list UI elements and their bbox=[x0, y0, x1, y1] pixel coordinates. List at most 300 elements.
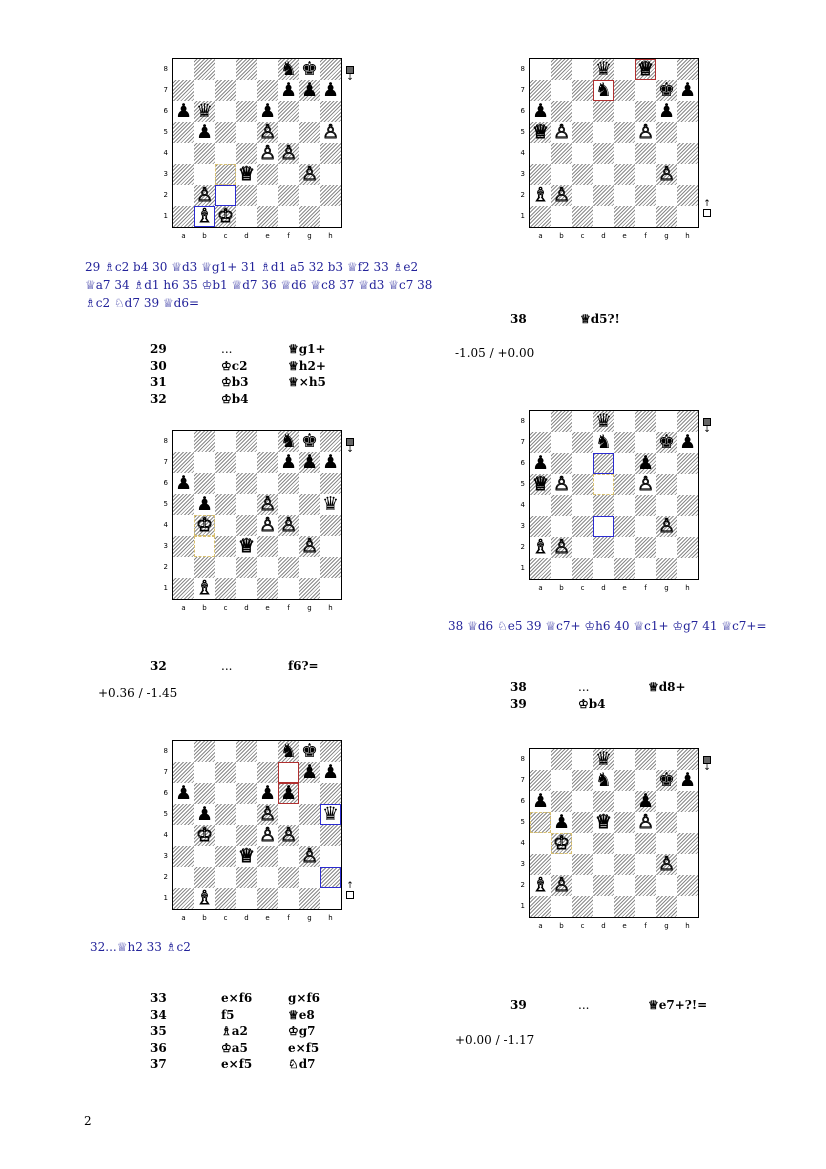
square-d1 bbox=[593, 896, 614, 917]
side-to-move-indicator: ↑ bbox=[703, 200, 711, 217]
square-c6 bbox=[215, 473, 236, 494]
square-d7 bbox=[236, 80, 257, 101]
square-h1 bbox=[677, 558, 698, 579]
rank-label: 3 bbox=[163, 542, 168, 550]
rank-label: 3 bbox=[520, 170, 525, 178]
square-a2 bbox=[173, 867, 194, 888]
file-label: f bbox=[644, 922, 647, 930]
white-pawn-icon: ♙ bbox=[657, 853, 676, 875]
square-b7 bbox=[551, 770, 572, 791]
file-label: d bbox=[601, 584, 606, 592]
rank-label: 4 bbox=[163, 149, 168, 157]
move-row: 36 ♔a5 e×f5 bbox=[150, 1040, 320, 1055]
black-pawn-icon: ♟ bbox=[321, 451, 340, 473]
square-h6 bbox=[320, 783, 341, 804]
square-g5 bbox=[656, 812, 677, 833]
rank-label: 2 bbox=[163, 563, 168, 571]
square-f1 bbox=[635, 558, 656, 579]
side-to-move-indicator: ↓ bbox=[346, 66, 354, 83]
square-a8 bbox=[173, 431, 194, 452]
move-row: 29 ... ♕g1+ bbox=[150, 342, 326, 356]
square-d4 bbox=[593, 143, 614, 164]
square-f3 bbox=[278, 164, 299, 185]
square-h4 bbox=[320, 143, 341, 164]
square-e8 bbox=[614, 59, 635, 80]
square-b4 bbox=[551, 495, 572, 516]
square-h5 bbox=[677, 812, 698, 833]
square-e8 bbox=[257, 59, 278, 80]
white-pawn-icon: ♙ bbox=[279, 514, 298, 536]
square-g1 bbox=[299, 206, 320, 227]
black-knight-icon: ♞ bbox=[279, 58, 298, 80]
file-label: b bbox=[559, 922, 564, 930]
engine-evaluation: +0.00 / -1.17 bbox=[455, 1033, 535, 1047]
square-h3 bbox=[320, 164, 341, 185]
square-e7 bbox=[614, 770, 635, 791]
square-a7 bbox=[530, 770, 551, 791]
square-e6 bbox=[614, 453, 635, 474]
square-h4 bbox=[677, 833, 698, 854]
rank-label: 2 bbox=[520, 543, 525, 551]
file-label: d bbox=[244, 232, 249, 240]
square-b6 bbox=[194, 473, 215, 494]
square-d3 bbox=[593, 854, 614, 875]
square-a3 bbox=[530, 516, 551, 537]
square-h6 bbox=[677, 453, 698, 474]
square-c7 bbox=[215, 762, 236, 783]
square-f5 bbox=[278, 494, 299, 515]
file-label: d bbox=[601, 232, 606, 240]
black-pawn-icon: ♟ bbox=[657, 100, 676, 122]
white-pawn-icon: ♙ bbox=[300, 535, 319, 557]
file-label: c bbox=[223, 604, 228, 612]
square-f5 bbox=[278, 122, 299, 143]
black-pawn-icon: ♟ bbox=[258, 100, 277, 122]
square-c6 bbox=[215, 783, 236, 804]
square-b6 bbox=[194, 783, 215, 804]
square-a4 bbox=[530, 143, 551, 164]
square-f7 bbox=[635, 432, 656, 453]
square-a5 bbox=[173, 122, 194, 143]
square-e1 bbox=[614, 558, 635, 579]
square-c8 bbox=[215, 741, 236, 762]
rank-label: 5 bbox=[163, 500, 168, 508]
white-pawn-icon: ♙ bbox=[657, 163, 676, 185]
square-c4 bbox=[215, 143, 236, 164]
square-a1 bbox=[173, 206, 194, 227]
file-label: c bbox=[223, 232, 228, 240]
rank-label: 3 bbox=[520, 522, 525, 530]
square-e7 bbox=[257, 762, 278, 783]
square-d8 bbox=[236, 431, 257, 452]
square-e4 bbox=[614, 495, 635, 516]
square-e7 bbox=[257, 80, 278, 101]
file-label: h bbox=[685, 584, 690, 592]
white-king-icon: ♔ bbox=[216, 205, 235, 227]
square-d1 bbox=[593, 206, 614, 227]
file-label: h bbox=[328, 914, 333, 922]
square-c4 bbox=[215, 515, 236, 536]
square-h6 bbox=[677, 791, 698, 812]
square-b7 bbox=[194, 80, 215, 101]
square-d5 bbox=[236, 494, 257, 515]
square-h4 bbox=[677, 495, 698, 516]
highlight-d3 bbox=[593, 516, 614, 537]
white-queen-icon: ♕ bbox=[531, 473, 550, 495]
square-b4 bbox=[551, 143, 572, 164]
side-to-move-indicator: ↓ bbox=[703, 418, 711, 435]
square-h1 bbox=[320, 578, 341, 599]
square-a5 bbox=[173, 804, 194, 825]
square-h3 bbox=[677, 164, 698, 185]
rank-label: 1 bbox=[520, 902, 525, 910]
file-label: h bbox=[328, 232, 333, 240]
side-to-move-indicator: ↓ bbox=[346, 438, 354, 455]
file-label: c bbox=[580, 232, 585, 240]
square-c3 bbox=[215, 536, 236, 557]
rank-label: 2 bbox=[163, 191, 168, 199]
file-label: c bbox=[580, 922, 585, 930]
file-label: e bbox=[265, 914, 270, 922]
square-a7 bbox=[173, 452, 194, 473]
square-b3 bbox=[551, 516, 572, 537]
square-c5 bbox=[572, 474, 593, 495]
white-bishop-icon: ♗ bbox=[531, 536, 550, 558]
square-d2 bbox=[593, 537, 614, 558]
square-f2 bbox=[278, 867, 299, 888]
square-h8 bbox=[320, 59, 341, 80]
file-label: g bbox=[664, 584, 669, 592]
square-f1 bbox=[635, 896, 656, 917]
square-d1 bbox=[593, 558, 614, 579]
move-list bbox=[510, 997, 750, 1014]
square-h4 bbox=[677, 143, 698, 164]
rank-label: 5 bbox=[520, 818, 525, 826]
black-pawn-icon: ♟ bbox=[531, 790, 550, 812]
file-label: f bbox=[287, 604, 290, 612]
square-b7 bbox=[194, 762, 215, 783]
square-g4 bbox=[299, 143, 320, 164]
black-pawn-icon: ♟ bbox=[195, 803, 214, 825]
square-h3 bbox=[677, 854, 698, 875]
rank-label: 6 bbox=[520, 797, 525, 805]
square-c8 bbox=[572, 59, 593, 80]
square-a4 bbox=[173, 143, 194, 164]
rank-label: 7 bbox=[520, 776, 525, 784]
variation-text: 38 ♕d6 ♘e5 39 ♕c7+ ♔h6 40 ♕c1+ ♔g7 41 ♕c7+= bbox=[448, 619, 767, 633]
square-h4 bbox=[320, 825, 341, 846]
square-f1 bbox=[278, 206, 299, 227]
square-g5 bbox=[299, 804, 320, 825]
square-e5 bbox=[614, 122, 635, 143]
white-pawn-icon: ♙ bbox=[258, 824, 277, 846]
rank-label: 5 bbox=[520, 128, 525, 136]
square-f3 bbox=[278, 536, 299, 557]
square-h3 bbox=[677, 516, 698, 537]
square-d2 bbox=[593, 185, 614, 206]
square-h1 bbox=[677, 896, 698, 917]
rank-label: 7 bbox=[163, 458, 168, 466]
square-d2 bbox=[236, 185, 257, 206]
square-e8 bbox=[257, 741, 278, 762]
white-pawn-icon: ♙ bbox=[657, 515, 676, 537]
square-e8 bbox=[257, 431, 278, 452]
square-h3 bbox=[320, 536, 341, 557]
rank-label: 3 bbox=[520, 860, 525, 868]
black-queen-icon: ♛ bbox=[321, 493, 340, 515]
square-e2 bbox=[257, 867, 278, 888]
file-label: c bbox=[223, 914, 228, 922]
square-g6 bbox=[656, 453, 677, 474]
square-c5 bbox=[215, 494, 236, 515]
square-a7 bbox=[530, 80, 551, 101]
rank-label: 8 bbox=[520, 417, 525, 425]
square-g6 bbox=[299, 101, 320, 122]
file-label: a bbox=[181, 232, 186, 240]
square-g2 bbox=[299, 185, 320, 206]
square-c8 bbox=[215, 59, 236, 80]
black-king-icon: ♚ bbox=[300, 740, 319, 762]
file-label: c bbox=[580, 584, 585, 592]
square-g8 bbox=[656, 411, 677, 432]
square-h8 bbox=[320, 741, 341, 762]
variation-text: 32...♕h2 33 ♗c2 bbox=[90, 940, 191, 954]
square-c5 bbox=[215, 804, 236, 825]
white-pawn-icon: ♙ bbox=[300, 163, 319, 185]
rank-label: 1 bbox=[163, 212, 168, 220]
white-bishop-icon: ♗ bbox=[195, 205, 214, 227]
square-f2 bbox=[278, 185, 299, 206]
square-b6 bbox=[551, 453, 572, 474]
file-label: f bbox=[644, 584, 647, 592]
white-pawn-icon: ♙ bbox=[195, 184, 214, 206]
square-f2 bbox=[635, 185, 656, 206]
file-label: a bbox=[538, 584, 543, 592]
highlight-c3 bbox=[215, 164, 236, 185]
square-c8 bbox=[572, 411, 593, 432]
square-c6 bbox=[572, 791, 593, 812]
square-g2 bbox=[656, 185, 677, 206]
square-a8 bbox=[173, 741, 194, 762]
square-f1 bbox=[278, 888, 299, 909]
square-e6 bbox=[257, 473, 278, 494]
chessboard bbox=[529, 410, 699, 580]
square-a1 bbox=[173, 578, 194, 599]
white-pawn-icon: ♙ bbox=[552, 473, 571, 495]
white-queen-icon: ♕ bbox=[237, 845, 256, 867]
square-a7 bbox=[173, 80, 194, 101]
square-c3 bbox=[215, 846, 236, 867]
square-c6 bbox=[215, 101, 236, 122]
square-g2 bbox=[656, 875, 677, 896]
black-pawn-icon: ♟ bbox=[531, 100, 550, 122]
square-d4 bbox=[593, 495, 614, 516]
white-queen-icon: ♕ bbox=[531, 121, 550, 143]
square-a1 bbox=[530, 206, 551, 227]
white-pawn-icon: ♙ bbox=[552, 536, 571, 558]
square-d4 bbox=[593, 833, 614, 854]
square-h5 bbox=[677, 122, 698, 143]
white-pawn-icon: ♙ bbox=[258, 493, 277, 515]
square-c2 bbox=[215, 557, 236, 578]
square-g8 bbox=[656, 749, 677, 770]
square-b8 bbox=[194, 431, 215, 452]
white-pawn-icon: ♙ bbox=[258, 142, 277, 164]
rank-label: 4 bbox=[163, 831, 168, 839]
file-label: a bbox=[538, 922, 543, 930]
rank-label: 1 bbox=[520, 212, 525, 220]
square-g5 bbox=[656, 122, 677, 143]
square-d7 bbox=[236, 762, 257, 783]
file-label: e bbox=[622, 232, 627, 240]
square-f4 bbox=[635, 833, 656, 854]
square-d2 bbox=[236, 557, 257, 578]
square-d5 bbox=[236, 122, 257, 143]
square-b8 bbox=[194, 741, 215, 762]
black-knight-icon: ♞ bbox=[594, 431, 613, 453]
square-b4 bbox=[194, 143, 215, 164]
move-row: 32 ... f6?= bbox=[150, 659, 319, 673]
square-d6 bbox=[236, 101, 257, 122]
square-c2 bbox=[572, 537, 593, 558]
square-e7 bbox=[614, 432, 635, 453]
square-a8 bbox=[530, 749, 551, 770]
square-h2 bbox=[320, 185, 341, 206]
square-e3 bbox=[257, 846, 278, 867]
file-label: b bbox=[202, 914, 207, 922]
move-row: 39 ♔b4 bbox=[510, 696, 606, 711]
white-pawn-icon: ♙ bbox=[552, 184, 571, 206]
white-queen-icon: ♕ bbox=[237, 535, 256, 557]
rank-label: 6 bbox=[520, 107, 525, 115]
file-label: b bbox=[202, 232, 207, 240]
move-row: 30 ♔c2 ♕h2+ bbox=[150, 358, 326, 373]
move-list bbox=[150, 658, 390, 675]
square-h2 bbox=[677, 537, 698, 558]
black-pawn-icon: ♟ bbox=[636, 790, 655, 812]
black-queen-icon: ♛ bbox=[594, 410, 613, 432]
rank-label: 2 bbox=[163, 873, 168, 881]
square-c5 bbox=[215, 122, 236, 143]
square-c7 bbox=[572, 770, 593, 791]
rank-label: 7 bbox=[520, 438, 525, 446]
black-queen-icon: ♛ bbox=[195, 100, 214, 122]
square-e8 bbox=[614, 411, 635, 432]
square-g1 bbox=[656, 206, 677, 227]
file-label: g bbox=[664, 232, 669, 240]
black-pawn-icon: ♟ bbox=[279, 451, 298, 473]
black-pawn-icon: ♟ bbox=[195, 121, 214, 143]
square-e1 bbox=[257, 578, 278, 599]
rank-label: 1 bbox=[163, 894, 168, 902]
square-b3 bbox=[551, 164, 572, 185]
rank-label: 7 bbox=[163, 86, 168, 94]
square-a3 bbox=[173, 846, 194, 867]
move-list bbox=[150, 341, 390, 407]
square-g1 bbox=[656, 896, 677, 917]
chessboard bbox=[529, 748, 699, 918]
square-a5 bbox=[173, 494, 194, 515]
variation-text: 29 ♗c2 b4 30 ♕d3 ♕g1+ 31 ♗d1 a5 32 b3 ♕f2 33 ♗e2 ♕a7 34 ♗d1 h6 35 ♔b1 ♕d7 36 ♕d6 ♕c8 37 ♕d3 ♕c7 38 ♗c2 ♘d7 39 ♕d6= bbox=[85, 260, 433, 310]
white-king-icon: ♔ bbox=[195, 514, 214, 536]
file-label: a bbox=[538, 232, 543, 240]
square-h8 bbox=[677, 411, 698, 432]
rank-label: 3 bbox=[163, 852, 168, 860]
black-king-icon: ♚ bbox=[657, 769, 676, 791]
rank-label: 4 bbox=[520, 149, 525, 157]
highlight-h2 bbox=[320, 867, 341, 888]
square-d2 bbox=[593, 875, 614, 896]
square-d1 bbox=[236, 888, 257, 909]
rank-label: 4 bbox=[163, 521, 168, 529]
file-label: h bbox=[328, 604, 333, 612]
rank-label: 6 bbox=[163, 107, 168, 115]
square-h3 bbox=[320, 846, 341, 867]
highlight-f7 bbox=[278, 762, 299, 783]
square-e3 bbox=[614, 164, 635, 185]
square-e1 bbox=[614, 896, 635, 917]
square-h1 bbox=[677, 206, 698, 227]
square-h2 bbox=[677, 875, 698, 896]
square-e4 bbox=[614, 833, 635, 854]
move-row: 32 ♔b4 bbox=[150, 391, 249, 406]
square-c2 bbox=[215, 867, 236, 888]
square-e2 bbox=[614, 537, 635, 558]
file-label: e bbox=[622, 922, 627, 930]
page-number: 2 bbox=[84, 1114, 92, 1128]
square-e6 bbox=[614, 101, 635, 122]
square-d6 bbox=[236, 783, 257, 804]
square-d5 bbox=[236, 804, 257, 825]
rank-label: 7 bbox=[520, 86, 525, 94]
square-h2 bbox=[677, 185, 698, 206]
square-d4 bbox=[236, 143, 257, 164]
square-c4 bbox=[572, 143, 593, 164]
square-g1 bbox=[299, 578, 320, 599]
square-f6 bbox=[278, 101, 299, 122]
black-pawn-icon: ♟ bbox=[678, 79, 697, 101]
white-pawn-icon: ♙ bbox=[258, 803, 277, 825]
chessboard bbox=[172, 430, 342, 600]
square-b3 bbox=[194, 164, 215, 185]
file-label: e bbox=[265, 232, 270, 240]
square-a1 bbox=[530, 558, 551, 579]
move-list bbox=[150, 990, 390, 1073]
square-a4 bbox=[173, 825, 194, 846]
black-pawn-icon: ♟ bbox=[636, 452, 655, 474]
black-pawn-icon: ♟ bbox=[678, 769, 697, 791]
black-pawn-icon: ♟ bbox=[195, 493, 214, 515]
white-pawn-icon: ♙ bbox=[300, 845, 319, 867]
square-a3 bbox=[530, 164, 551, 185]
square-a2 bbox=[173, 557, 194, 578]
white-bishop-icon: ♗ bbox=[531, 184, 550, 206]
file-label: d bbox=[244, 914, 249, 922]
square-h1 bbox=[320, 206, 341, 227]
white-pawn-icon: ♙ bbox=[552, 121, 571, 143]
file-label: f bbox=[287, 914, 290, 922]
rank-label: 5 bbox=[163, 128, 168, 136]
rank-label: 5 bbox=[520, 480, 525, 488]
square-b7 bbox=[551, 80, 572, 101]
square-d8 bbox=[236, 59, 257, 80]
file-label: f bbox=[644, 232, 647, 240]
square-a1 bbox=[173, 888, 194, 909]
black-pawn-icon: ♟ bbox=[300, 79, 319, 101]
square-c1 bbox=[215, 888, 236, 909]
square-a1 bbox=[530, 896, 551, 917]
move-row: 33 e×f6 g×f6 bbox=[150, 991, 320, 1005]
